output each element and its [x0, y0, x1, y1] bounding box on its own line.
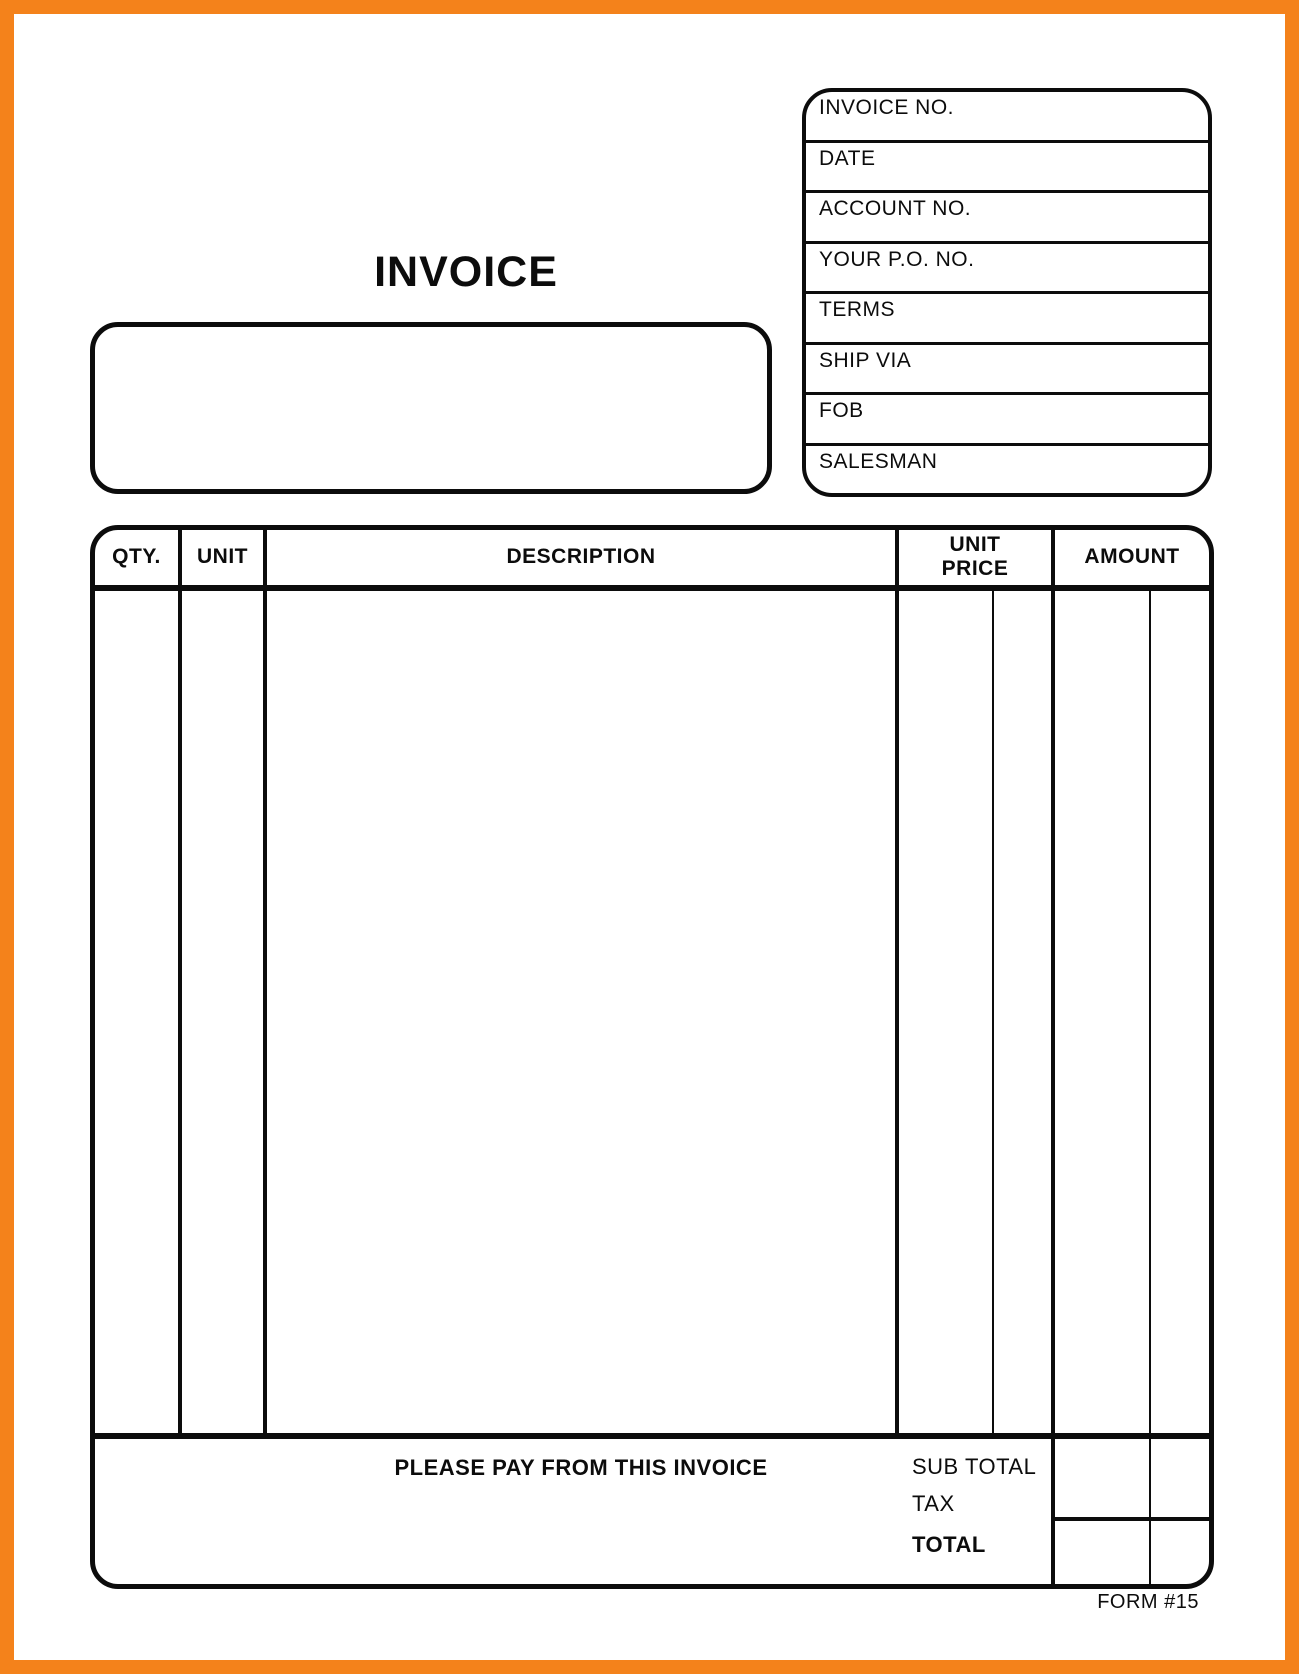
unit-description-divider: [263, 530, 267, 1439]
qty-column-header: QTY.: [112, 545, 161, 568]
amount-column-header: AMOUNT: [1084, 545, 1180, 568]
your-po-no-label: YOUR P.O. NO.: [819, 247, 975, 271]
description-column-header: DESCRIPTION: [506, 545, 656, 568]
page-title: INVOICE: [374, 248, 558, 296]
form-number: FORM #15: [1097, 1591, 1199, 1613]
unit-price-header-line2: PRICE: [941, 557, 1009, 580]
fob-field[interactable]: [806, 392, 1208, 443]
unit-price-entry-area[interactable]: [899, 591, 1051, 1433]
qty-unit-divider: [178, 530, 182, 1439]
invoice-info-table: [802, 88, 1212, 497]
bill-to-address-field[interactable]: [90, 322, 772, 494]
invoice-no-field[interactable]: [806, 92, 1208, 140]
ship-via-field[interactable]: [806, 342, 1208, 393]
tax-label: TAX: [912, 1491, 955, 1516]
date-label: DATE: [819, 146, 876, 170]
unit-price-amount-divider: [1051, 530, 1055, 1584]
sub-total-tax-value-box[interactable]: [1055, 1439, 1209, 1517]
invoice-no-label: INVOICE NO.: [819, 96, 955, 119]
total-value-box[interactable]: [1055, 1521, 1209, 1584]
ship-via-label: SHIP VIA: [819, 348, 912, 372]
invoice-sheet: [14, 14, 1285, 1660]
account-no-field[interactable]: [806, 190, 1208, 241]
header-bottom-rule: [95, 585, 1209, 591]
line-items-table: [90, 525, 1214, 1589]
description-unit-price-divider: [895, 530, 899, 1439]
unit-price-column-header: [899, 533, 1051, 581]
amount-entry-area[interactable]: [1055, 591, 1209, 1433]
total-label: TOTAL: [912, 1532, 986, 1557]
your-po-no-field[interactable]: [806, 241, 1208, 292]
footer-top-rule: [95, 1433, 1209, 1439]
terms-field[interactable]: [806, 291, 1208, 342]
description-entry-area[interactable]: [267, 591, 895, 1433]
date-field[interactable]: [806, 140, 1208, 191]
qty-entry-area[interactable]: [95, 591, 178, 1433]
terms-label: TERMS: [819, 298, 895, 321]
please-pay-message: PLEASE PAY FROM THIS INVOICE: [394, 1455, 768, 1480]
sub-total-label: SUB TOTAL: [912, 1454, 1037, 1479]
account-no-label: ACCOUNT NO.: [819, 197, 972, 220]
salesman-field[interactable]: [806, 443, 1208, 494]
unit-price-cents-divider: [992, 585, 994, 1439]
salesman-label: SALESMAN: [819, 449, 938, 473]
unit-entry-area[interactable]: [182, 591, 263, 1433]
unit-column-header: UNIT: [197, 545, 248, 568]
fob-label: FOB: [819, 399, 864, 422]
unit-price-header-line1: UNIT: [949, 533, 1001, 556]
